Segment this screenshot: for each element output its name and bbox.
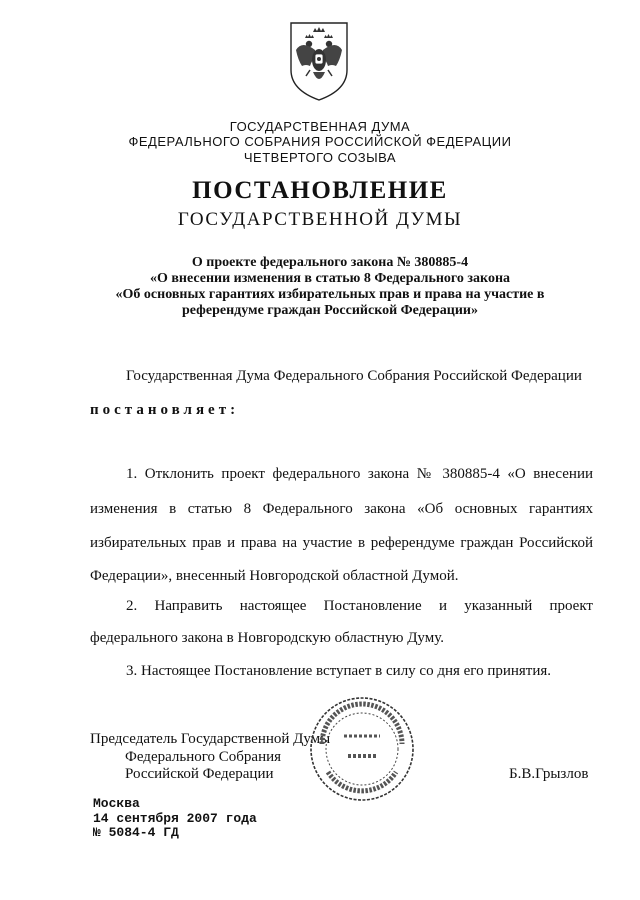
- footer-number: № 5084-4 ГД: [93, 825, 179, 840]
- item-1-line-1: 1. Отклонить проект федерального закона № 380885-4 «О внесении: [126, 466, 593, 482]
- item-1-line-2: изменения в статью 8 Федерального закона «Об основных гарантиях: [90, 501, 593, 517]
- item-3-text: 3. Настоящее Постановление вступает в силу со дня его принятия.: [126, 663, 552, 679]
- document-title: ПОСТАНОВЛЕНИЕ: [192, 177, 448, 204]
- intro-text: Государственная Дума Федерального Собрания Российской Федерации: [126, 368, 582, 384]
- round-seal-stamp-icon: [308, 694, 416, 804]
- footer-date: 14 сентября 2007 года: [93, 811, 257, 826]
- resolves-text: постановляет:: [90, 402, 240, 418]
- header-federal-assembly: ФЕДЕРАЛЬНОГО СОБРАНИЯ РОССИЙСКОЙ ФЕДЕРАЦИИ: [128, 134, 512, 149]
- signature-position-line-3: Российской Федерации: [125, 766, 274, 782]
- signatory-name: Б.В.Грызлов: [509, 766, 589, 782]
- item-1-line-3: избирательных прав и права на участие в референдуме граждан Российской: [90, 535, 593, 551]
- subject-line-4: референдуме граждан Российской Федерации»: [182, 303, 478, 318]
- document-subtitle: ГОСУДАРСТВЕННОЙ ДУМЫ: [177, 209, 463, 230]
- item-2-line-1: 2. Направить настоящее Постановление и указанный проект: [126, 598, 593, 614]
- state-emblem-icon: [288, 20, 350, 102]
- footer-city: Москва: [93, 796, 140, 811]
- subject-line-1: О проекте федерального закона № 380885-4: [191, 255, 469, 270]
- subject-line-3: «Об основных гарантиях избирательных прав и права на участие в: [115, 287, 545, 302]
- signature-position-line-2: Федерального Собрания: [125, 749, 282, 765]
- subject-line-2: «О внесении изменения в статью 8 Федерального закона: [149, 271, 511, 286]
- item-2-line-2: федерального закона в Новгородскую областную Думу.: [90, 630, 444, 646]
- item-1-line-4: Федерации», внесенный Новгородской областной Думой.: [90, 568, 459, 584]
- signature-position-line-1: Председатель Государственной Думы: [90, 731, 331, 747]
- header-convocation: ЧЕТВЕРТОГО СОЗЫВА: [243, 150, 397, 165]
- header-duma: ГОСУДАРСТВЕННАЯ ДУМА: [229, 119, 411, 134]
